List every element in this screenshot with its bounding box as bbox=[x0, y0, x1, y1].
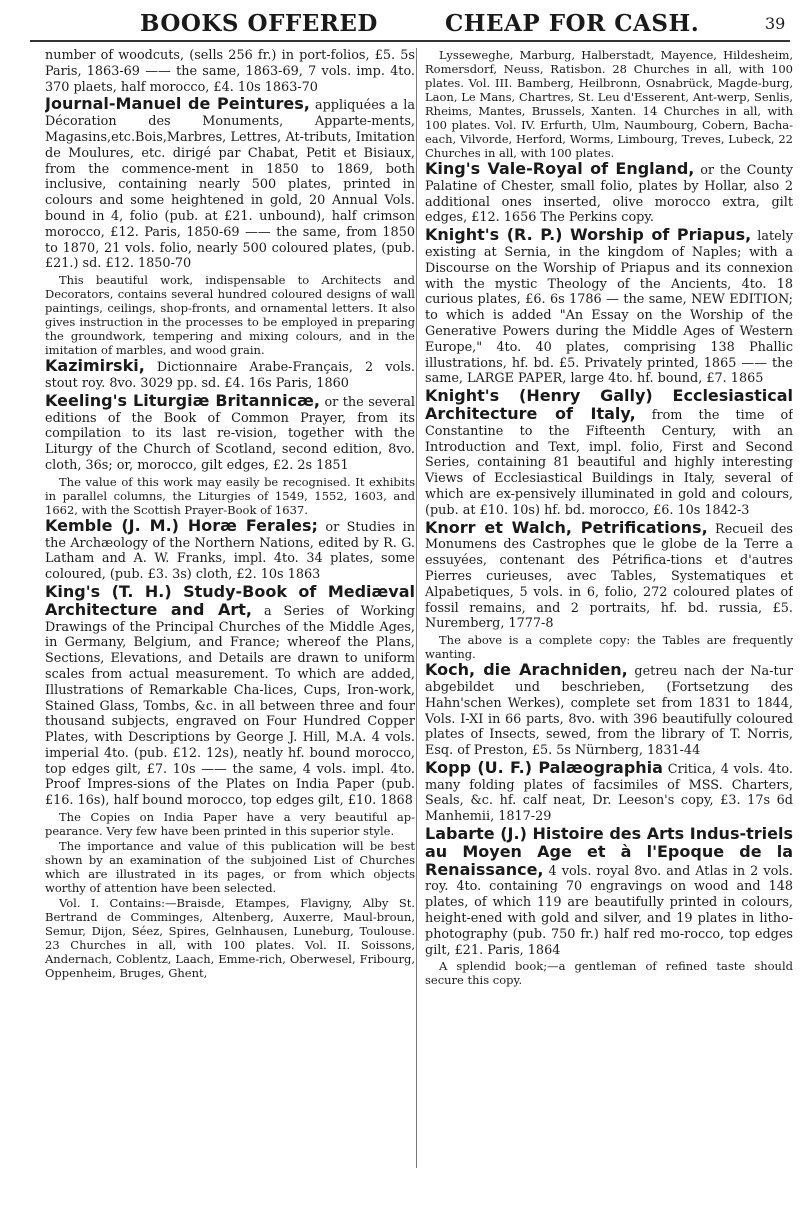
catalogue-entry bbox=[45, 515, 415, 583]
catalogue-entry bbox=[45, 48, 415, 95]
entry-text: Critica, 4 vols. 4to. many folding plates of facsimiles of MSS. Charters, Seals, &c. hf. calf neat, Dr. Leeson's copy, £3. 17s 6d Manhemii, 1817-29 bbox=[425, 761, 793, 825]
catalogue-entry bbox=[425, 517, 793, 633]
entry-title: King's (T. H.) Study-Book of Mediæval Architecture and Art, bbox=[45, 581, 415, 619]
catalogue-entry bbox=[425, 388, 793, 518]
entry-title: Kazimirski, bbox=[45, 356, 145, 376]
entry-title: Knight's (R. P.) Worship of Priapus, bbox=[425, 225, 752, 245]
entry-title: King's Vale-Royal of England, bbox=[425, 159, 695, 178]
left-column bbox=[45, 48, 415, 1228]
entry-text: Recueil des Monumens des Castrophes que le globe de la Terre a essuyées, contenant des Pétrifica-tions et d'autres Pierres curieuses, avec Tables, Systematiques et Alpabetiques, 5 vols. in 6, folio, 272 coloured plates of fossil remains, and 2 portraits, hf. bd. russia, £5. Nuremberg, 1777-8 bbox=[425, 521, 793, 632]
entry-title: Knorr et Walch, Petrifications, bbox=[425, 517, 708, 537]
entry-text: This beautiful work, indispensable to Architects and Decorators, contains several hundred coloured designs of wall paintings, ceilings, shop-fronts, and ornamental letters. It also gives instruction in the processes to be employed in preparing the groundwork, tempering and mixing colours, and in the imitation of marbles, and wood grain. bbox=[45, 273, 415, 358]
entry-text: getreu nach der Na-tur abgebildet und beschrieben, (Fortsetzung des Hahn'schen Werkes), complete set from 1831 to 1844, Vols. I-XI in 66 parts, 8vo. with 396 beautifully coloured plates of Insects, sewed, from the library of T. Norris, Esq. of Preston, £5. 5s Nürnberg, 1831-44 bbox=[425, 664, 793, 759]
catalogue-entry bbox=[425, 227, 793, 387]
entry-text: Dictionnaire Arabe-Français, 2 vols. stout roy. 8vo. 3029 pp. sd. £4. 16s Paris, 1860 bbox=[45, 360, 415, 391]
catalogue-entry bbox=[425, 826, 793, 958]
header-rule bbox=[30, 40, 790, 42]
entry-text: or the County Palatine of Chester, small folio, plates by Hollar, also 2 additional ones inserted, olive morocco extra, gilt edges, £12. 1656 The Perkins copy. bbox=[425, 163, 793, 226]
entry-text: Vol. I. Contains:—Braisde, Etampes, Flavigny, Alby St. Bertrand de Comminges, Altenberg, Auxerre, Maul-broun, Semur, Dijon, Séez, Spires, Gelnhausen, Luneburg, Toulouse. 23 Churches in all, with 100 plates. Vol. II. Soissons, Andernach, Coblentz, Laach, Emme-rich, Oberwesel, Fribourg, Oppenheim, Bruges, Ghent, bbox=[45, 896, 415, 981]
catalogue-entry bbox=[425, 633, 793, 661]
right-column bbox=[425, 48, 793, 1228]
entry-text: appliquées a la Décoration des Monuments, Apparte-ments, Magasins,etc.Bois,Marbres, Lettres, At-tributs, Imitation de Moulures, etc. dirigé par Chabat, Petit et Bisiaux, from the commence-ment in 1850 to 1869, both inclusive, containing nearly 500 plates, printed in colours and some heightened in gold, 20 Annual Vols. bound in 4, folio (pub. at £21. unbound), half crimson morocco, £12. Paris, 1850-69 —— the same, from 1850 to 1870, 21 vols. folio, nearly 500 coloured plates, (pub. £21.) sd. £12. 1850-70 bbox=[45, 98, 415, 272]
header-right: CHEAP FOR CASH. bbox=[445, 10, 700, 37]
entry-text: The above is a complete copy: the Tables are frequently wanting. bbox=[425, 633, 793, 662]
catalogue-entry bbox=[45, 810, 415, 838]
catalogue-entry bbox=[45, 581, 415, 809]
entry-text: from the time of Constantine to the Fifteenth Century, with an Introduction and Text, impl. folio, First and Second Series, containing 81 beautiful and highly interesting Views of Ecclesiastical Buildings in Italy, several of which are ex-pensively illuminated in gold and colours, (pub. at £10. 10s) hf. bd. morocco, £6. 10s 1842-3 bbox=[425, 407, 793, 518]
entry-text: a Series of Working Drawings of the Principal Churches of the Middle Ages, in Germany, Belgium, and France; whereof the Plans, Sections, Elevations, and Details are drawn to uniform scales from actual measurement. To which are added, Illustrations of Remarkable Cha-lices, Cups, Iron-work, Stained Glass, Tombs, &c. in all between three and four thousand subjects, engraved on Four Hundred Copper Plates, with Descriptions by George J. Hill, M.A. 4 vols. imperial 4to. (pub. £12. 12s), neatly hf. bound morocco, top edges gilt, £7. 10s —— the same, 4 vols. impl. 4to. Proof Impres-sions of the Plates on India Paper (pub. £16. 16s), half bound morocco, top edges gilt, £10. 1868 bbox=[45, 603, 415, 809]
entry-title: Labarte (J.) Histoire des Arts Indus-triels au Moyen Age et à l'Epoque de la Renaissance, bbox=[425, 824, 793, 879]
catalogue-entry bbox=[425, 48, 793, 160]
entry-text: A splendid book;—a gentleman of refined taste should secure this copy. bbox=[425, 959, 793, 988]
entry-title: Koch, die Arachniden, bbox=[425, 660, 628, 680]
catalogue-entry bbox=[45, 839, 415, 895]
catalogue-entry bbox=[425, 161, 793, 226]
catalogue-entry bbox=[425, 662, 793, 759]
entry-text: number of woodcuts, (sells 256 fr.) in port-folios, £5. 5s Paris, 1863-69 —— the same, 1863-69, 7 vols. imp. 4to. 370 plaets, half morocco, £4. 10s 1863-70 bbox=[45, 48, 415, 95]
entry-title: Kopp (U. F.) Palæographia bbox=[425, 757, 663, 777]
catalogue-entry bbox=[425, 959, 793, 987]
entry-text: The Copies on India Paper have a very beautiful ap-pearance. Very few have been printed in this superior style. bbox=[45, 810, 415, 839]
catalogue-entry bbox=[45, 896, 415, 980]
header-left: BOOKS OFFERED bbox=[140, 10, 378, 37]
catalogue-entry bbox=[45, 273, 415, 357]
page-number: 39 bbox=[765, 14, 786, 33]
entry-text: or Studies in the Archæology of the Northern Nations, edited by R. G. Latham and A. W. Franks, impl. 4to. 34 plates, some coloured, (pub. £3. 3s) cloth, £2. 10s 1863 bbox=[45, 519, 415, 583]
entry-text: The importance and value of this publication will be best shown by an examination of the subjoined List of Churches which are illustrated in its pages, or from which objects worthy of attention have been selected. bbox=[45, 839, 415, 896]
catalogue-entry bbox=[45, 358, 415, 392]
entry-title: Keeling's Liturgiæ Britannicæ, bbox=[45, 390, 320, 410]
entry-text: 4 vols. royal 8vo. and Atlas in 2 vols. roy. 4to. containing 70 engravings on wood and 148 plates, of which 119 are beautifully printed in colours, height-ened with gold and silver, and 19 plates in litho-photography (pub. 750 fr.) half red mo-rocco, top edges gilt, £21. Paris, 1864 bbox=[425, 863, 793, 958]
entry-text: The value of this work may easily be recognised. It exhibits in parallel columns, the Liturgies of 1549, 1552, 1603, and 1662, with the Scottish Prayer-Book of 1637. bbox=[45, 474, 415, 517]
column-divider bbox=[416, 48, 417, 1168]
entry-text: Lysseweghe, Marburg, Halberstadt, Mayence, Hildesheim, Romersdorf, Neuss, Ratisbon. 28 Churches in all, with 100 plates. Vol. III. Bamberg, Heilbronn, Osnabrück, Magde-burg, Laon, Le Mans, Chartres, St. Leu d'Esserent, Ant-werp, Senlis, Rheims, Mantes, Brussels, Xanten. 14 Churches in all, with 100 plates. Vol. IV. Erfurth, Ulm, Naumbourg, Cobern, Bacha-each, Vilvorde, Herford, Worms, Limbourg, Treves, Lubeck, 22 Churches in all, with 100 plates. bbox=[425, 48, 793, 160]
catalogue-entry bbox=[425, 757, 793, 825]
entry-text: or the several editions of the Book of Common Prayer, from its compilation to its last re-vision, together with the Liturgy of the Church of Scotland, second edition, 8vo. cloth, 36s; or, morocco, gilt edges, £2. 2s 1851 bbox=[45, 394, 415, 473]
catalogue-entry bbox=[45, 475, 415, 517]
catalogue-entry bbox=[45, 390, 415, 474]
page-header bbox=[0, 10, 800, 42]
entry-title: Journal-Manuel de Peintures, bbox=[45, 94, 310, 114]
entry-title: Knight's (Henry Gally) Ecclesiastical Architecture of Italy, bbox=[425, 386, 793, 423]
catalogue-entry bbox=[45, 96, 415, 272]
entry-text: lately existing at Sernia, in the kingdom of Naples; with a Discourse on the Worship of Priapus and its connexion with the mystic Theology of the Ancients, 4to. 18 curious plates, £6. 6s 1786 — the same, NEW EDITION; to which is added "An Essay on the Worship of the Generative Powers during the Middle Ages of Western Europe," 4to. 40 plates, comprising 138 Phallic illustrations, hf. bd. £5. Privately printed, 1865 —— the same, LARGE PAPER, large 4to. hf. bound, £7. 1865 bbox=[425, 229, 793, 387]
entry-title: Kemble (J. M.) Horæ Ferales; bbox=[45, 515, 318, 535]
